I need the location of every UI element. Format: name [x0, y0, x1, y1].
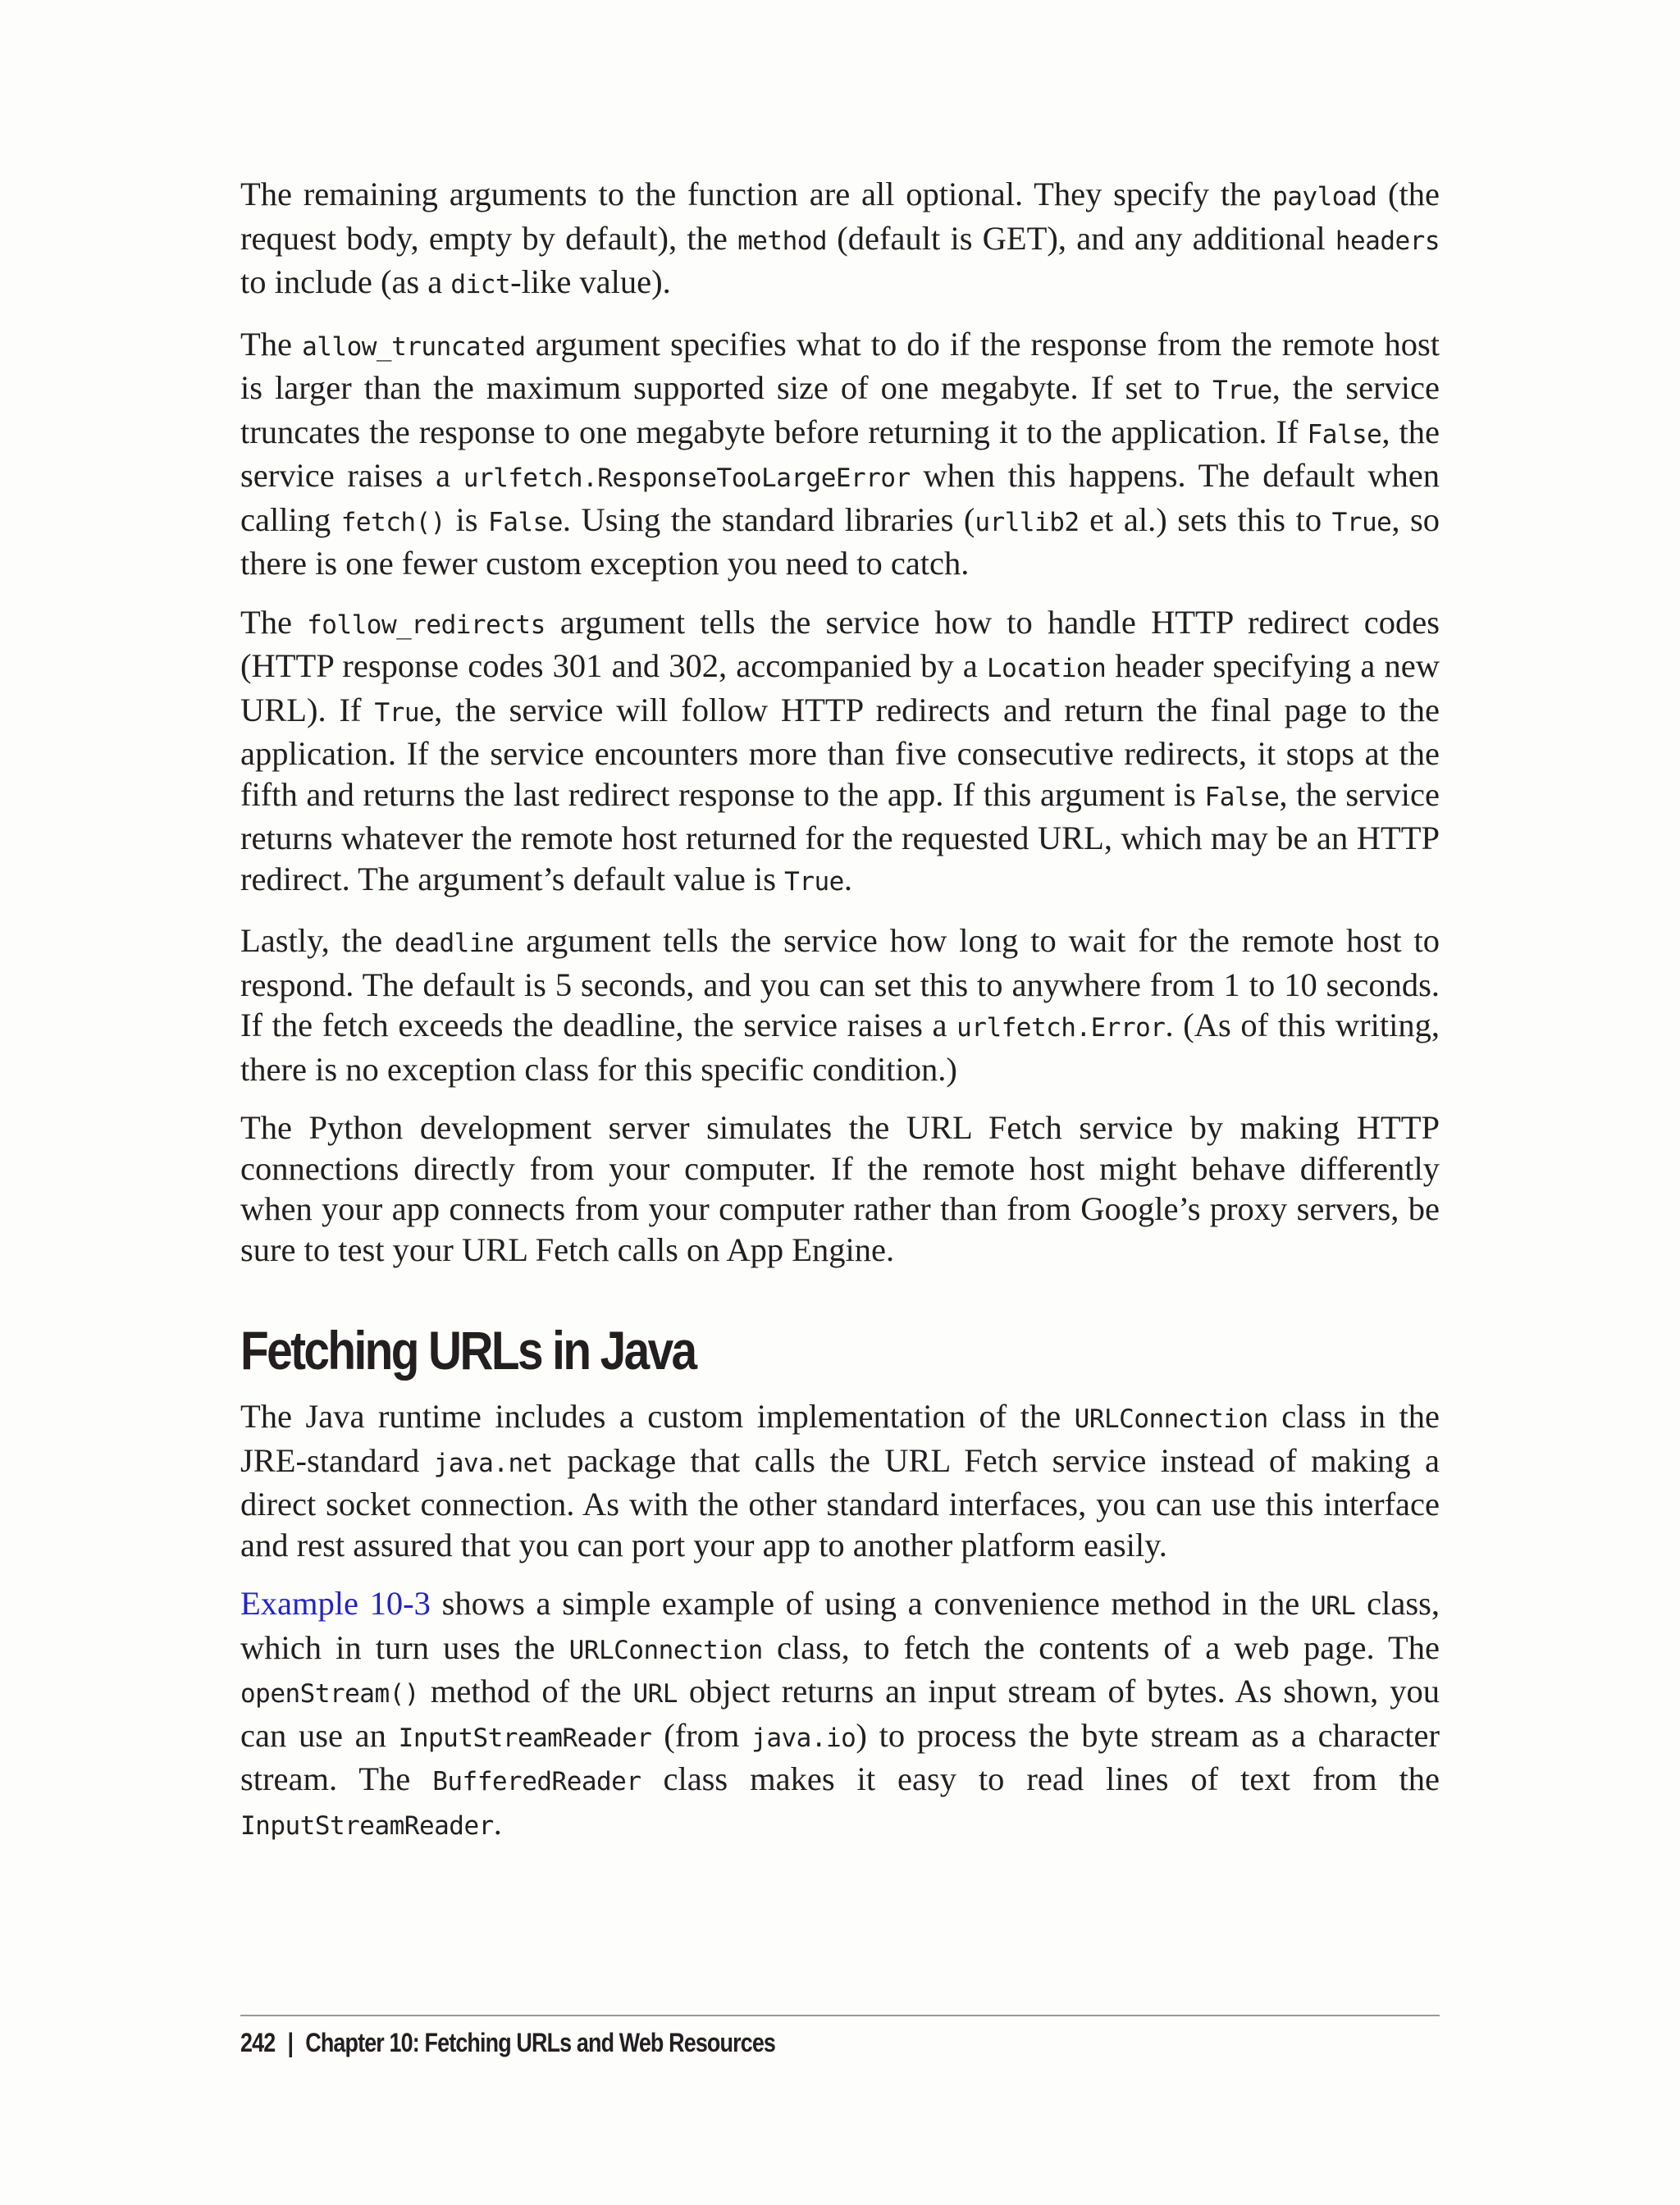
- text-run: The Java runtime includes a custom implementation of the: [240, 1398, 1075, 1435]
- text-run: .: [493, 1804, 502, 1842]
- text-run: -like value).: [510, 263, 671, 300]
- text-run: object returns an input stream of bytes. As shown, you can use an: [240, 1673, 1440, 1754]
- text-run: class, which in turn uses the: [240, 1585, 1440, 1666]
- inline-code: InputStreamReader: [398, 1723, 652, 1753]
- inline-code: headers: [1335, 226, 1440, 256]
- page-body: [240, 174, 1440, 1865]
- text-run: (default is GET), and any additional: [827, 219, 1335, 257]
- section-paragraphs: [240, 1396, 1440, 1847]
- text-run: et al.) sets this to: [1079, 500, 1332, 538]
- inline-code: method: [737, 226, 828, 256]
- text-run: The Python development server simulates the URL Fetch service by making HTTP connections directly from your computer. If the remote host might behave differently when your app connects from your computer rather than from Google’s proxy servers, be sure to test your URL Fetch calls on App Engine.: [240, 1109, 1440, 1268]
- inline-code: True: [374, 697, 435, 728]
- inline-code: Location: [986, 654, 1107, 683]
- text-run: , the service returns whatever the remote host returned for the requested URL, which may be an HTTP redirect. The argument’s default value is: [240, 775, 1440, 897]
- cross-reference-link[interactable]: Example 10-3: [240, 1585, 431, 1622]
- inline-code: java.io: [751, 1723, 856, 1753]
- text-run: class in the JRE-standard: [240, 1398, 1440, 1479]
- text-run: Lastly, the: [240, 922, 395, 959]
- text-run: method of the: [418, 1673, 633, 1710]
- inline-code: java.net: [433, 1448, 553, 1478]
- text-run: , the service will follow HTTP redirects and return the final page to the application. If the service encounters more than five consecutive redirects, it stops at the fifth and returns the last redirect response to the app. If this argument is: [240, 691, 1440, 813]
- body-paragraph: [240, 1583, 1440, 1847]
- text-run: package that calls the URL Fetch service instead of making a direct socket connection. As with the other standard interfaces, you can use this interface and rest assured that you can port your app to another platform easily.: [240, 1441, 1440, 1564]
- inline-code: payload: [1272, 182, 1377, 212]
- text-run: , the service truncates the response to one megabyte before returning it to the application. If: [240, 369, 1440, 450]
- inline-code: follow_redirects: [307, 609, 546, 640]
- inline-code: False: [1307, 419, 1382, 450]
- text-run: argument tells the service how long to wait for the remote host to respond. The default is 5 seconds, and you can set this to anywhere from 1 to 10 seconds. If the fetch exceeds the deadline, the service raises a: [240, 922, 1440, 1043]
- body-paragraph: [240, 602, 1440, 903]
- inline-code: urlfetch.ResponseTooLargeError: [463, 463, 911, 493]
- inline-code: BufferedReader: [432, 1767, 641, 1796]
- inline-code: URLConnection: [1074, 1404, 1268, 1434]
- body-paragraph: [240, 1396, 1440, 1565]
- text-run: is: [445, 500, 489, 538]
- text-run: argument specifies what to do if the response from the remote host is larger than the maximum supported size of one megabyte. If set to: [240, 325, 1440, 406]
- inline-code: URLConnection: [568, 1635, 763, 1665]
- inline-code: False: [1204, 782, 1280, 812]
- inline-code: urlfetch.Error: [956, 1013, 1166, 1043]
- page-number: 242: [240, 2028, 276, 2057]
- inline-code: True: [784, 866, 844, 897]
- intro-paragraphs: [240, 174, 1440, 1270]
- inline-code: True: [1212, 376, 1272, 405]
- body-paragraph: [240, 174, 1440, 306]
- text-run: , so there is one fewer custom exception you need to catch.: [240, 500, 1440, 582]
- body-paragraph: [240, 1107, 1440, 1270]
- text-run: class makes it easy to read lines of text from the: [641, 1760, 1440, 1797]
- inline-code: InputStreamReader: [240, 1810, 494, 1841]
- footer-separator: |: [287, 2028, 294, 2057]
- footer-rule: [240, 2015, 1440, 2016]
- inline-code: URL: [1310, 1591, 1356, 1621]
- text-run: The: [240, 603, 308, 641]
- text-run: to include (as a: [240, 263, 451, 300]
- inline-code: True: [1331, 507, 1392, 537]
- body-paragraph: [240, 324, 1440, 584]
- text-run: .: [843, 860, 852, 897]
- chapter-title: Chapter 10: Fetching URLs and Web Resources: [305, 2028, 776, 2057]
- text-run: ) to process the byte stream as a character stream. The: [240, 1716, 1440, 1797]
- text-run: The remaining arguments to the function are all optional. They specify the: [240, 176, 1273, 212]
- inline-code: dict: [450, 270, 511, 299]
- text-run: header specifying a new URL). If: [240, 647, 1440, 728]
- text-run: , the service raises a: [240, 413, 1440, 494]
- text-run: (the request body, empty by default), the: [240, 176, 1440, 257]
- inline-code: URL: [632, 1679, 678, 1709]
- page-footer: [240, 2026, 775, 2059]
- text-run: (from: [651, 1716, 752, 1754]
- section-heading: Fetching URLs in Java: [240, 1320, 696, 1381]
- inline-code: fetch(): [340, 507, 445, 537]
- inline-code: allow_truncated: [302, 331, 526, 362]
- inline-code: openStream(): [240, 1679, 419, 1709]
- text-run: . (As of this writing, there is no exception class for this specific condition.): [240, 1007, 1440, 1088]
- inline-code: False: [488, 507, 563, 537]
- text-run: The: [240, 325, 303, 363]
- text-run: shows a simple example of using a convenience method in the: [430, 1585, 1311, 1622]
- text-run: when this happens. The default when calling: [240, 457, 1440, 538]
- body-paragraph: [240, 920, 1440, 1089]
- text-run: . Using the standard libraries (: [562, 500, 975, 538]
- inline-code: deadline: [395, 929, 514, 958]
- inline-code: urllib2: [975, 507, 1080, 537]
- text-run: argument tells the service how to handle HTTP redirect codes (HTTP response codes 301 and 302, accompanied by a: [240, 603, 1440, 684]
- text-run: class, to fetch the contents of a web page. The: [762, 1628, 1440, 1666]
